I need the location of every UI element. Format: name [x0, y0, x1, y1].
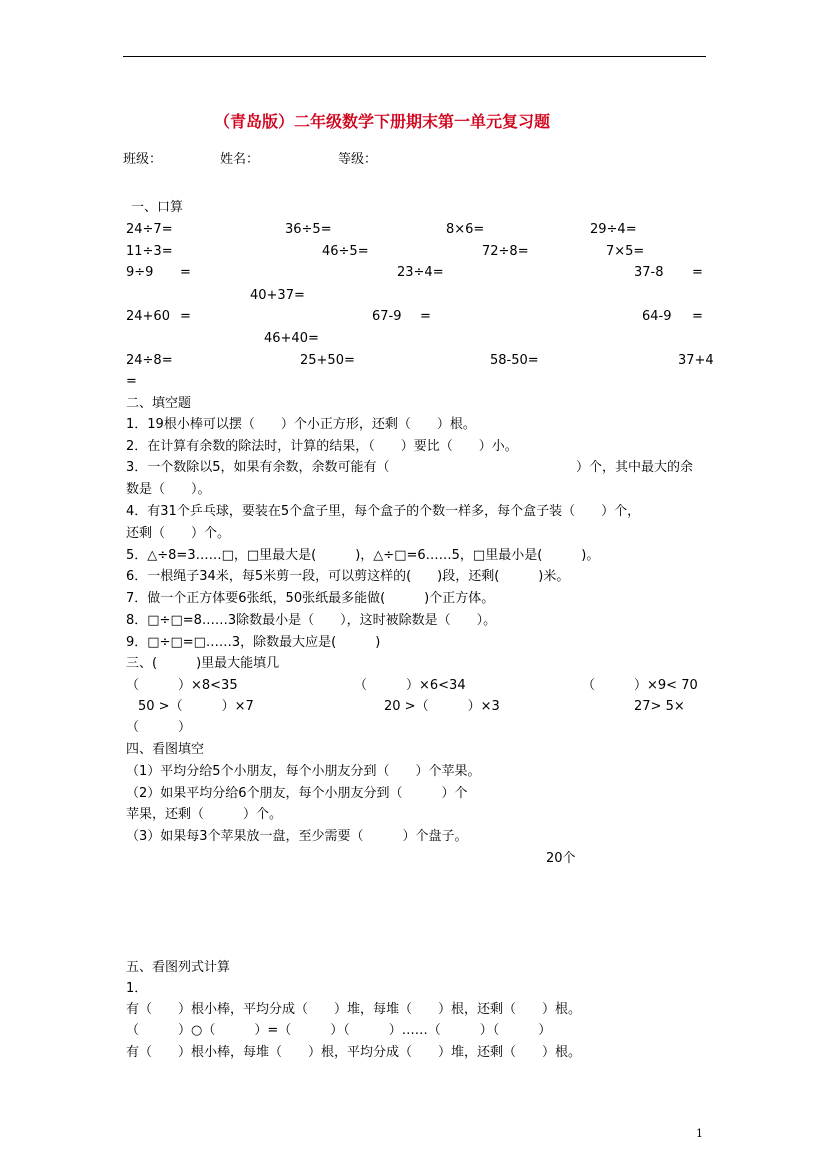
- section-5-heading: 五、看图列式计算: [126, 960, 231, 975]
- calc-item: 46÷5=: [322, 244, 369, 259]
- question-8: 8．□÷□=8……3除数最小是（ ），这时被除数是（ ）。: [126, 613, 497, 628]
- page-title: （青岛版）二年级数学下册期末第一单元复习题: [214, 112, 551, 131]
- calc-item: 46+40=: [264, 331, 319, 346]
- apple-count-label: 20个: [546, 851, 576, 866]
- calc-item: 25+50=: [300, 353, 355, 368]
- calc-item: 7×5=: [606, 244, 645, 259]
- calc-item: 24÷7=: [126, 222, 173, 237]
- calc-equals: =: [692, 265, 703, 280]
- calc-equals: =: [180, 309, 191, 324]
- calc-item: 11÷3=: [126, 244, 173, 259]
- problem-number: 1．: [126, 981, 148, 996]
- calc-item: 36÷5=: [285, 222, 332, 237]
- section-1-heading: 一、口算: [131, 200, 184, 215]
- calc-item: 37+4: [678, 353, 714, 368]
- question-9: 9．□÷□=□……3，除数最大应是( ): [126, 635, 381, 650]
- calc-item: 23÷4=: [397, 265, 444, 280]
- question-7: 7．做一个正方体要6张纸，50张纸最多能做( )个正方体。: [126, 591, 495, 606]
- picture-question-2-line2: 苹果，还剩（ ）个。: [126, 807, 283, 822]
- calc-item: 8×6=: [446, 222, 485, 237]
- calc-equals: =: [180, 265, 191, 280]
- question-2: 2．在计算有余数的除法时，计算的结果，（ ）要比（ ）小。: [126, 439, 518, 454]
- calc-equals: =: [126, 374, 137, 389]
- sticks-sentence-1: 有（ ）根小棒，平均分成（ ）堆，每堆（ ）根，还剩（ ）根。: [126, 1002, 582, 1017]
- picture-question-3: （3）如果每3个苹果放一盘，至少需要（ ）个盘子。: [126, 829, 468, 844]
- calc-equals: =: [420, 309, 431, 324]
- calc-item: 64-9: [642, 309, 672, 324]
- calc-item: 67-9: [372, 309, 402, 324]
- calc-item: 40+37=: [250, 288, 305, 303]
- picture-question-2: （2）如果平均分给6个朋友，每个小朋友分到（ ）个: [126, 786, 468, 801]
- question-4-line2: 还剩（ ）个。: [126, 526, 231, 541]
- calc-item: 9÷9: [126, 265, 154, 280]
- equation-template: （ ）○（ ）=（ ）（ ）……（ ）（ ）: [126, 1023, 552, 1038]
- question-6: 6．一根绳子34米，每5米剪一段，可以剪这样的( )段，还剩( )米。: [126, 569, 570, 584]
- name-label: 姓名：: [220, 152, 260, 167]
- question-3: 3．一个数除以5，如果有余数，余数可能有（: [126, 460, 390, 475]
- section-2-heading: 二、填空题: [126, 396, 192, 411]
- calc-item: 58-50=: [490, 353, 539, 368]
- grade-label: 等级：: [338, 152, 378, 167]
- calc-item: 37-8: [634, 265, 664, 280]
- calc-equals: =: [692, 309, 703, 324]
- compare-item: 27> 5×: [634, 699, 685, 714]
- question-3-cont: ）个，其中最大的余: [576, 460, 694, 475]
- compare-item-cont: （ ）: [126, 720, 192, 735]
- compare-item: 50 >（ ）×7: [138, 699, 254, 714]
- calc-item: 29÷4=: [590, 222, 637, 237]
- question-5: 5．△÷8=3……□，□里最大是( )，△÷□=6……5，□里最小是( )。: [126, 548, 600, 563]
- class-label: 班级：: [123, 152, 163, 167]
- compare-item: （ ）×8<35: [126, 678, 238, 693]
- compare-item: （ ）×9< 70: [582, 678, 698, 693]
- sticks-sentence-2: 有（ ）根小棒，每堆（ ）根，平均分成（ ）堆，还剩（ ）根。: [126, 1045, 582, 1060]
- header-rule: [123, 56, 706, 57]
- question-4: 4．有31个乒乓球，要装在5个盒子里，每个盒子的个数一样多，每个盒子装（ ）个，: [126, 504, 641, 519]
- question-1: 1．19根小棒可以摆（ ）个小正方形，还剩（ ）根。: [126, 417, 476, 432]
- question-3-line2: 数是（ ）。: [126, 482, 211, 497]
- section-3-heading: 三、( )里最大能填几: [126, 656, 280, 671]
- calc-item: 24÷8=: [126, 353, 173, 368]
- section-4-heading: 四、看图填空: [126, 742, 205, 757]
- compare-item: 20 >（ ）×3: [384, 699, 500, 714]
- picture-question-1: （1）平均分给5个小朋友，每个小朋友分到（ ）个苹果。: [126, 764, 481, 779]
- calc-item: 72÷8=: [482, 244, 529, 259]
- compare-item: （ ）×6<34: [354, 678, 466, 693]
- page-number: 1: [696, 1127, 703, 1140]
- calc-item: 24+60: [126, 309, 170, 324]
